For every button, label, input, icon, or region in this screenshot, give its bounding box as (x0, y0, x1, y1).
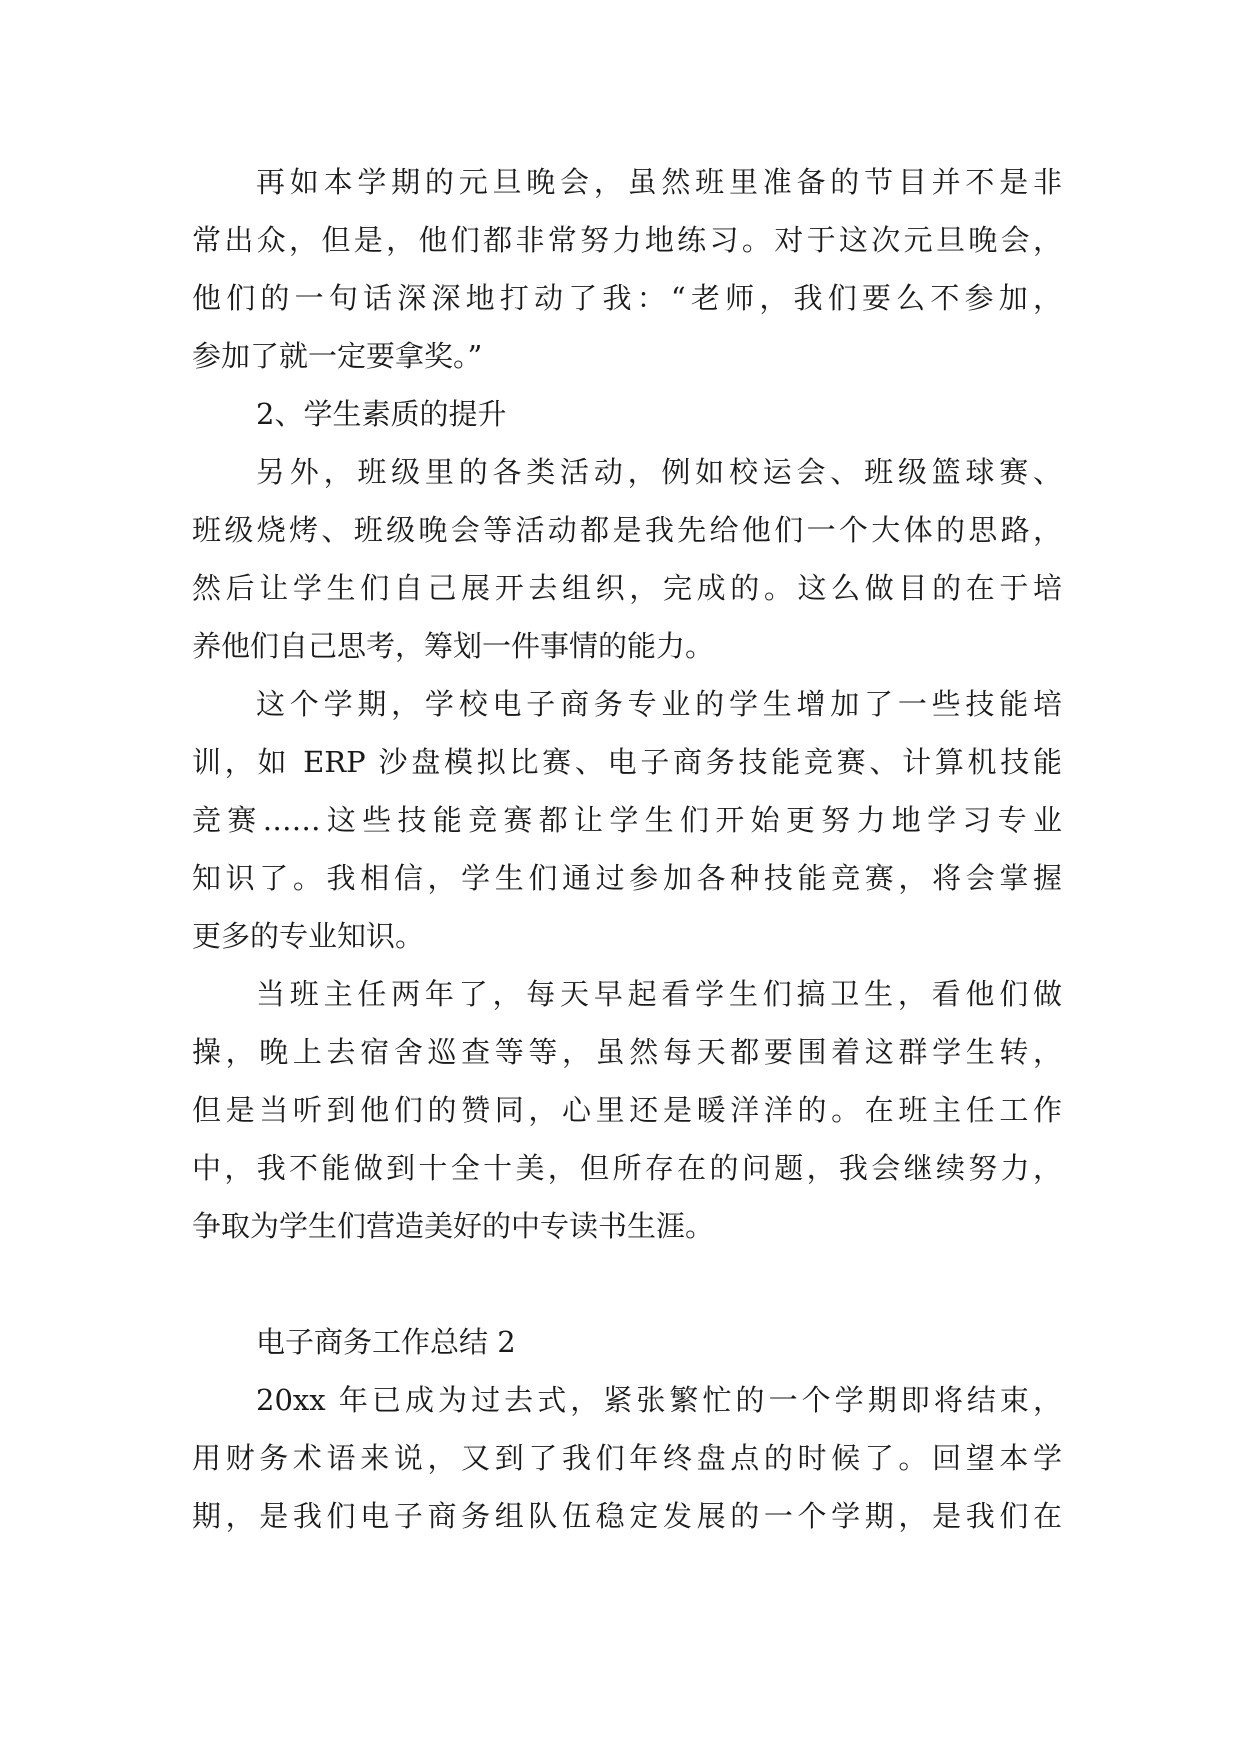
paragraph-line: 这个学期，学校电子商务专业的学生增加了一些技能培 (256, 687, 1062, 721)
paragraph-line: 当班主任两年了，每天早起看学生们搞卫生，看他们做 (256, 977, 1062, 1011)
paragraph-line: 知识了。我相信，学生们通过参加各种技能竞赛，将会掌握 (192, 861, 1062, 895)
paragraph-line: 争取为学生们营造美好的中专读书生涯。 (192, 1209, 715, 1243)
paragraph-line: 养他们自己思考，筹划一件事情的能力。 (192, 629, 715, 663)
paragraph-line: 竞赛……这些技能竞赛都让学生们开始更努力地学习专业 (192, 803, 1062, 837)
section-heading: 2、学生素质的提升 (256, 397, 507, 431)
paragraph-line: 更多的专业知识。 (192, 919, 425, 953)
paragraph-line: 20xx 年已成为过去式，紧张繁忙的一个学期即将结束， (256, 1383, 1062, 1417)
paragraph-line: 然后让学生们自己展开去组织，完成的。这么做目的在于培 (192, 571, 1062, 605)
paragraph-line: 中，我不能做到十全十美，但所存在的问题，我会继续努力， (192, 1151, 1062, 1185)
paragraph-line: 期，是我们电子商务组队伍稳定发展的一个学期，是我们在 (192, 1499, 1062, 1533)
paragraph-line: 用财务术语来说，又到了我们年终盘点的时候了。回望本学 (192, 1441, 1062, 1475)
paragraph-line: 常出众，但是，他们都非常努力地练习。对于这次元旦晚会， (192, 223, 1062, 257)
paragraph-line: 另外，班级里的各类活动，例如校运会、班级篮球赛、 (256, 455, 1062, 489)
paragraph-line: 参加了就一定要拿奖。” (192, 339, 483, 373)
paragraph-line: 再如本学期的元旦晚会，虽然班里准备的节目并不是非 (256, 165, 1062, 199)
paragraph-line: 班级烧烤、班级晚会等活动都是我先给他们一个大体的思路， (192, 513, 1062, 547)
paragraph-line: 训，如 ERP 沙盘模拟比赛、电子商务技能竞赛、计算机技能 (192, 745, 1062, 779)
paragraph-line: 操，晚上去宿舍巡查等等，虽然每天都要围着这群学生转， (192, 1035, 1062, 1069)
paragraph-line: 他们的一句话深深地打动了我：“老师，我们要么不参加， (192, 281, 1062, 315)
section-title: 电子商务工作总结 2 (256, 1325, 516, 1359)
paragraph-line: 但是当听到他们的赞同，心里还是暖洋洋的。在班主任工作 (192, 1093, 1062, 1127)
